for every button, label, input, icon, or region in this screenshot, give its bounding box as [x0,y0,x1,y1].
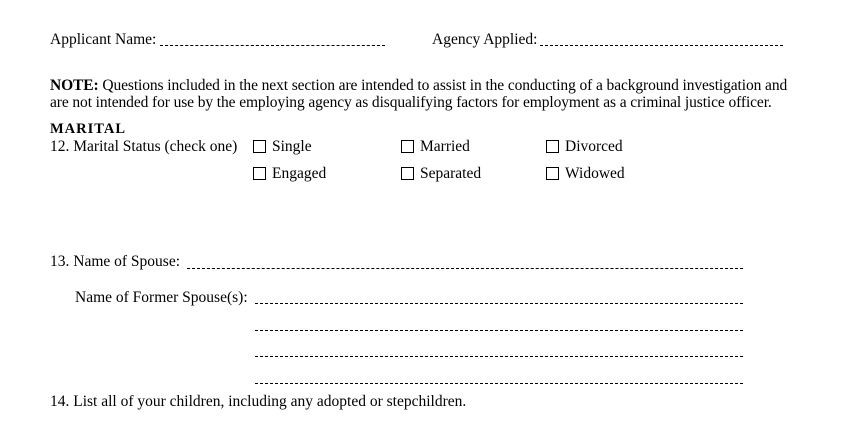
q12-label: 12. Marital Status (check one) [50,138,238,155]
option-married-label: Married [420,138,470,155]
checkbox-widowed[interactable] [546,167,559,180]
option-divorced-label: Divorced [565,138,623,155]
former-spouse-label: Name of Former Spouse(s): [75,289,248,306]
q13-spouse-label: 13. Name of Spouse: [50,253,181,270]
checkbox-married[interactable] [401,140,414,153]
checkbox-divorced[interactable] [546,140,559,153]
checkbox-single[interactable] [253,140,266,153]
option-single-label: Single [272,138,312,155]
applicant-name-field[interactable] [160,45,385,46]
note-line-1 [50,77,787,94]
note-line-2: are not intended for use by the employing agency as disqualifying factors for employment as a criminal justice officer. [50,94,772,111]
checkbox-separated[interactable] [401,167,414,180]
agency-applied-field[interactable] [540,45,783,46]
option-widowed-label: Widowed [565,165,625,182]
agency-applied-label: Agency Applied: [432,31,538,48]
note-text-1: Questions included in the next section are intended to assist in the conducting of a background investigation and [98,77,788,94]
former-spouse-field-3[interactable] [255,356,743,357]
applicant-name-label: Applicant Name: [50,31,157,48]
checkbox-engaged[interactable] [253,167,266,180]
former-spouse-field-4[interactable] [255,383,743,384]
note-prefix: NOTE: [50,77,99,94]
option-separated-label: Separated [420,165,482,182]
option-engaged-label: Engaged [272,165,327,182]
spouse-name-field[interactable] [187,268,743,269]
section-title-marital: MARITAL [50,121,127,137]
former-spouse-field-2[interactable] [255,330,743,331]
q14-label: 14. List all of your children, including any adopted or stepchildren. [50,393,467,410]
former-spouse-field-1[interactable] [255,303,743,304]
